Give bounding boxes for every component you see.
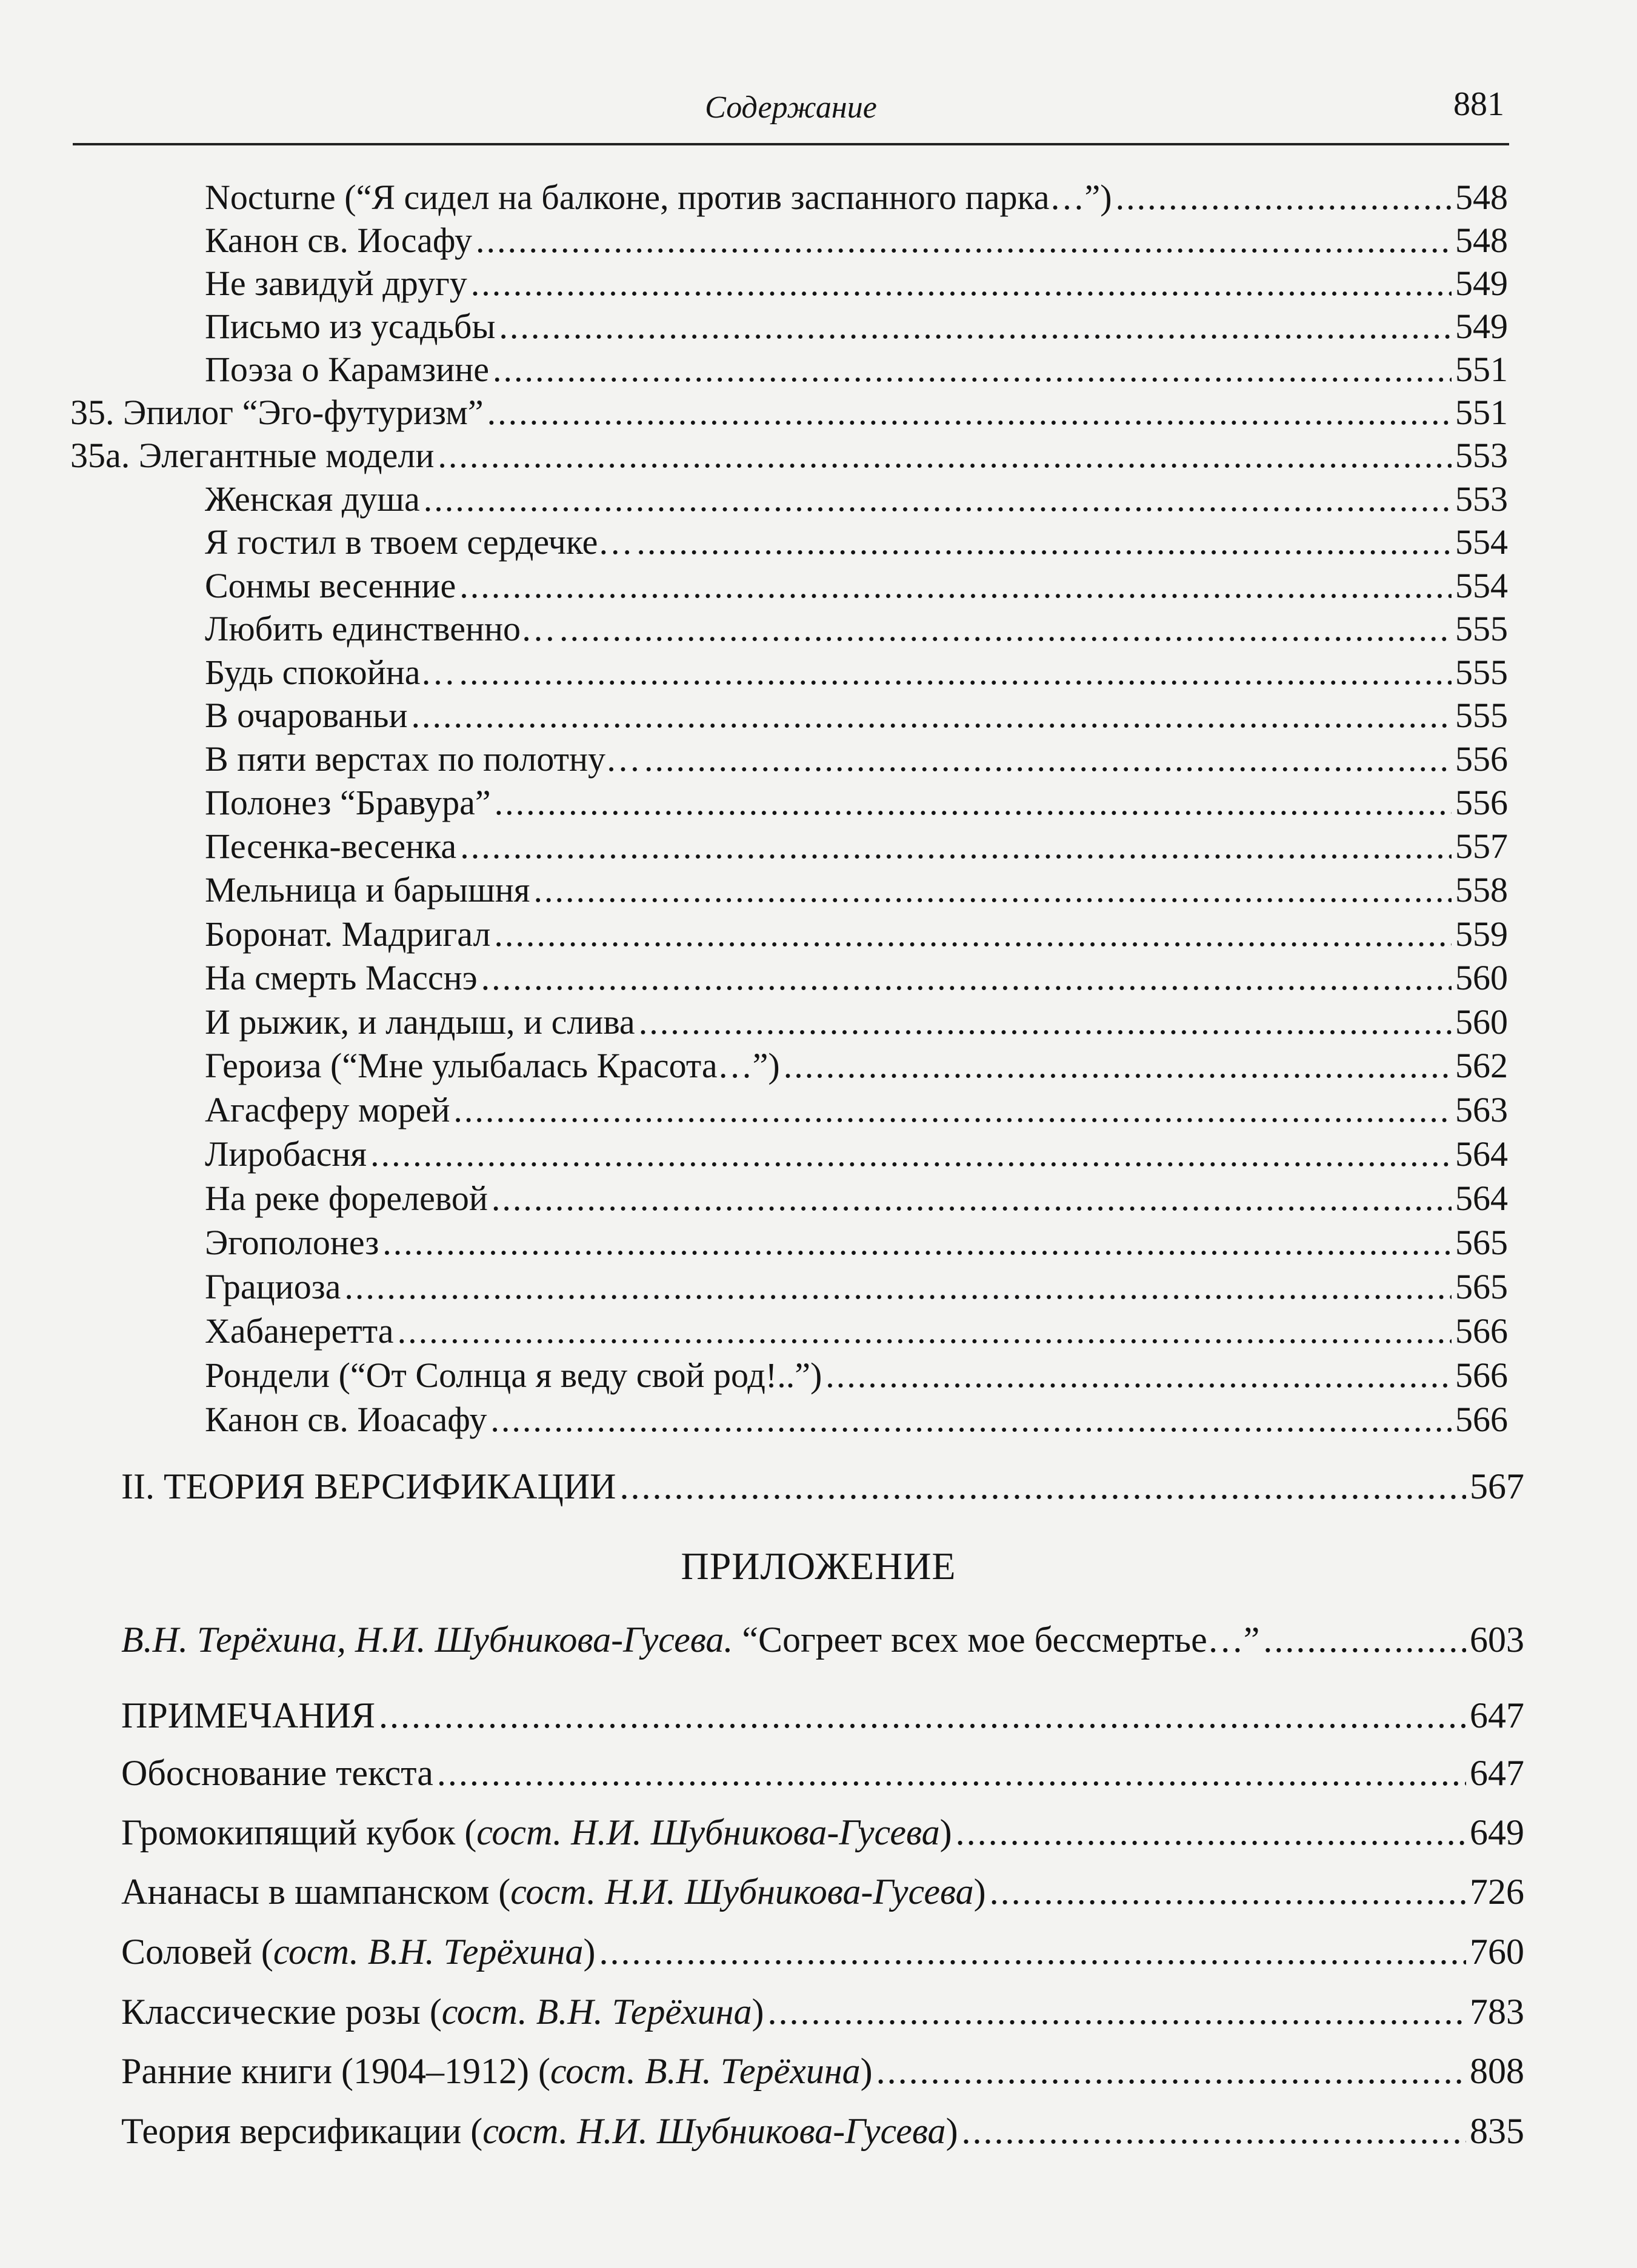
appendix-article-entry: В.Н. Терёхина, Н.И. Шубникова-Гусева. “Согреет всех мое бессмертье…” ..... 603: [121, 1618, 1524, 1661]
note-credit: сост. В.Н. Терёхина: [550, 2051, 861, 2091]
toc-entry: Полонез “Бравура” ..... 556: [205, 781, 1508, 825]
note-credit: сост. В.Н. Терёхина: [273, 1932, 584, 1972]
toc-entry: Лиробасня ..... 564: [205, 1132, 1508, 1176]
note-credit: сост. Н.И. Шубникова-Гусева: [476, 1812, 940, 1852]
note-credit: сост. Н.И. Шубникова-Гусева: [510, 1872, 974, 1912]
note-credit: сост. Н.И. Шубникова-Гусева: [482, 2111, 946, 2151]
toc-entry: Песенка-весенка ..... 557: [205, 825, 1508, 868]
toc-entry: Поэза о Карамзине ..... 551: [205, 348, 1508, 391]
toc-entry: Хабанеретта ..... 566: [205, 1309, 1508, 1353]
notes-entry: Ранние книги (1904–1912) (сост. В.Н. Терёхина) ..... 808: [121, 2049, 1524, 2093]
notes-entry: Соловей (сост. В.Н. Терёхина) ..... 760: [121, 1930, 1524, 1974]
toc-entry: Любить единственно… ..... 555: [205, 607, 1508, 651]
toc-entry: Эгополонез ..... 565: [205, 1221, 1508, 1265]
note-credit: сост. В.Н. Терёхина: [441, 1992, 752, 2032]
toc-entry: Агасферу морей ..... 563: [205, 1088, 1508, 1132]
toc-entry: В пяти верстах по полотну… ..... 556: [205, 737, 1508, 781]
toc-section-entry: 35а. Элегантные модели ..... 553: [70, 434, 1508, 477]
toc-entry: В очарованьи ..... 555: [205, 694, 1508, 737]
notes-entry: Обоснование текста ..... 647: [121, 1751, 1524, 1795]
running-head: [73, 85, 1509, 145]
article-authors: В.Н. Терёхина, Н.И. Шубникова-Гусева.: [121, 1620, 733, 1660]
toc-entry: Рондели (“От Солнца я веду свой род!..”) ..... 566: [205, 1354, 1508, 1397]
toc-entry: Сонмы весенние ..... 554: [205, 564, 1508, 608]
toc-entry: Будь спокойна… ..... 555: [205, 651, 1508, 694]
toc-entry: На реке форелевой ..... 564: [205, 1177, 1508, 1220]
toc-entry: Женская душа ..... 553: [205, 477, 1508, 521]
toc-entry: Мельница и барышня ..... 558: [205, 868, 1508, 912]
notes-heading-entry: ПРИМЕЧАНИЯ ..... 647: [121, 1694, 1524, 1737]
toc-entry: Боронат. Мадригал ..... 559: [205, 913, 1508, 956]
toc-part-entry: II. ТЕОРИЯ ВЕРСИФИКАЦИИ ..... 567: [121, 1465, 1524, 1508]
toc-entry: Письмо из усадьбы ..... 549: [205, 305, 1508, 348]
page-number: 881: [1453, 85, 1504, 123]
running-head-title: Содержание: [705, 90, 877, 125]
toc-entry: И рыжик, и ландыш, и слива ..... 560: [205, 1000, 1508, 1044]
toc-section-entry: 35. Эпилог “Эго-футуризм” ..... 551: [70, 391, 1508, 434]
notes-entry: Классические розы (сост. В.Н. Терёхина) ..... 783: [121, 1990, 1524, 2034]
toc-entry: Героиза (“Мне улыбалась Красота…”) ..... 562: [205, 1044, 1508, 1088]
appendix-heading: ПРИЛОЖЕНИЕ: [681, 1545, 956, 1588]
toc-entry: На смерть Масснэ ..... 560: [205, 956, 1508, 1000]
notes-entry: Громокипящий кубок (сост. Н.И. Шубникова-Гусева) ..... 649: [121, 1811, 1524, 1854]
toc-entry: Канон св. Иосафу ..... 548: [205, 219, 1508, 262]
notes-entry: Ананасы в шампанском (сост. Н.И. Шубникова-Гусева) ..... 726: [121, 1870, 1524, 1914]
toc-entry: Канон св. Иоасафу ..... 566: [205, 1398, 1508, 1442]
article-title: “Согреет всех мое бессмертье…”: [733, 1620, 1260, 1660]
toc-entry: Я гостил в твоем сердечке… ..... 554: [205, 520, 1508, 564]
toc-entry: Грациоза ..... 565: [205, 1265, 1508, 1309]
toc-entry: Не завидуй другу ..... 549: [205, 262, 1508, 305]
toc-entry: Nocturne (“Я сидел на балконе, против заспанного парка…”) ..... 548: [205, 176, 1508, 219]
notes-entry: Теория версификации (сост. Н.И. Шубникова-Гусева) ..... 835: [121, 2109, 1524, 2153]
